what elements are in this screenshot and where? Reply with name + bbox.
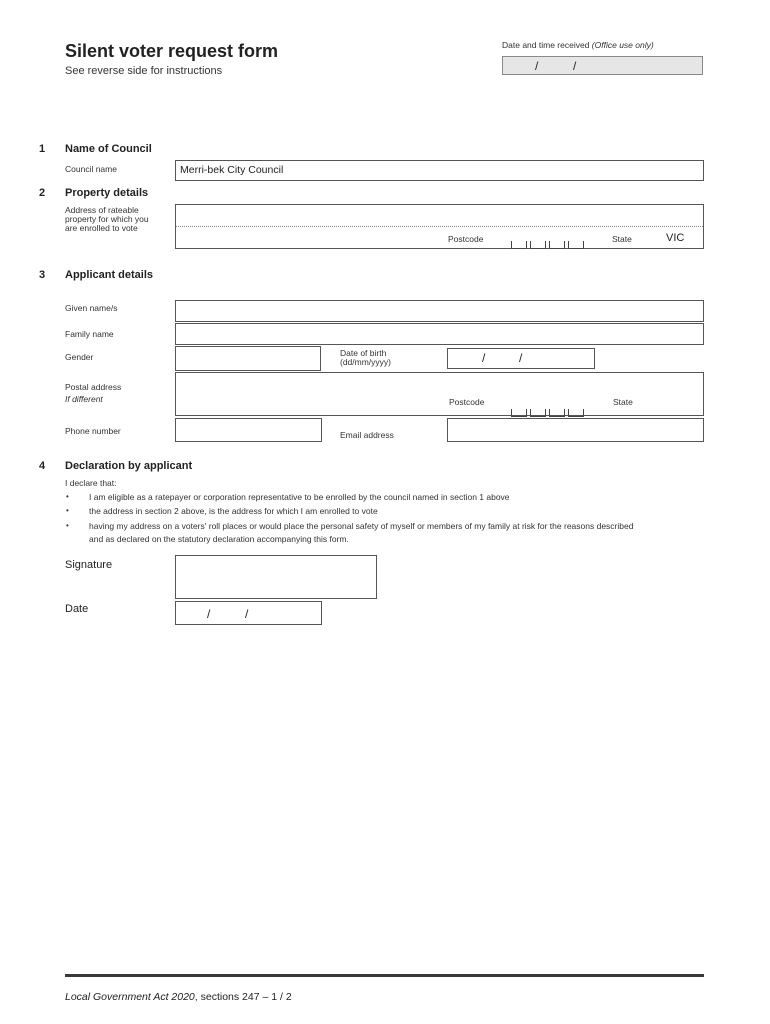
postcode-digit-box[interactable]: [549, 241, 565, 249]
property-postcode-boxes[interactable]: [511, 236, 587, 254]
postal-address-label: Postal address: [65, 382, 122, 392]
family-name-label: Family name: [65, 329, 114, 339]
section-4-title: Declaration by applicant: [65, 460, 193, 472]
date-field[interactable]: [175, 601, 322, 625]
email-field[interactable]: [447, 418, 704, 442]
declaration-intro: I declare that:: [65, 478, 117, 488]
date-slash-1: /: [207, 607, 211, 621]
dob-slash-1: /: [482, 351, 486, 365]
office-date-field[interactable]: [502, 56, 703, 75]
postcode-digit-box[interactable]: [549, 409, 565, 417]
postal-address-field[interactable]: [175, 372, 704, 416]
section-1-title: Name of Council: [65, 143, 152, 155]
office-date-slash-1: /: [535, 59, 539, 73]
office-date-slash-2: /: [573, 59, 577, 73]
email-label: Email address: [340, 430, 394, 440]
dob-label-line-2: (dd/mm/yyyy): [340, 357, 391, 367]
property-state-label: State: [612, 234, 632, 244]
postcode-digit-box[interactable]: [530, 409, 546, 417]
bullet-dot: •: [66, 521, 69, 530]
bullet-dot: •: [66, 506, 69, 515]
postal-address-note: If different: [65, 394, 103, 404]
postal-state-label: State: [613, 397, 633, 407]
declaration-item-2: the address in section 2 above, is the address for which I am enrolled to vote: [89, 506, 378, 516]
footer-text: [65, 991, 292, 1003]
family-name-field[interactable]: [175, 323, 704, 345]
dob-field[interactable]: [447, 348, 595, 369]
office-use-note: (Office use only): [591, 40, 654, 50]
section-4-number: 4: [39, 460, 46, 472]
address-line-divider: [176, 226, 703, 227]
section-3-title: Applicant details: [65, 269, 154, 281]
office-use-label: [502, 40, 654, 50]
postcode-digit-box[interactable]: [568, 409, 584, 417]
phone-label: Phone number: [65, 426, 121, 436]
property-address-field[interactable]: [175, 204, 704, 249]
postcode-digit-box[interactable]: [530, 241, 546, 249]
property-postcode-label: Postcode: [448, 234, 484, 244]
form-title: Silent voter request form: [65, 41, 279, 61]
declaration-item-3-cont: and as declared on the statutory declaration accompanying this form.: [89, 534, 349, 544]
property-address-label: Address of rateable property for which you are enrolled to vote: [65, 205, 149, 233]
dob-slash-2: /: [519, 351, 523, 365]
footer-rule: [65, 974, 704, 977]
bullet-dot: •: [66, 492, 69, 501]
date-slash-2: /: [245, 607, 249, 621]
given-name-label: Given name/s: [65, 303, 118, 313]
date-label: Date: [65, 603, 89, 615]
declaration-item-1: I am eligible as a ratepayer or corporation representative to be enrolled by the council named in section 1 above: [89, 492, 510, 502]
footer-sections: , sections 247 – 1 / 2: [194, 991, 292, 1003]
postcode-digit-box[interactable]: [568, 241, 584, 249]
signature-field[interactable]: [175, 555, 377, 599]
dob-label: [340, 349, 391, 367]
section-2-title: Property details: [65, 187, 149, 199]
section-3-number: 3: [39, 269, 46, 281]
gender-field[interactable]: [175, 346, 321, 371]
postcode-digit-box[interactable]: [511, 409, 527, 417]
declaration-item-3: having my address on a voters' roll places or would place the personal safety of myself or members of my family at risk for the reasons described: [89, 521, 634, 531]
postal-postcode-label: Postcode: [449, 397, 485, 407]
phone-field[interactable]: [175, 418, 322, 442]
footer-act: Local Government Act 2020: [65, 991, 195, 1003]
gender-label: Gender: [65, 352, 94, 362]
property-state-value: VIC: [666, 232, 685, 244]
council-name-field[interactable]: [175, 160, 704, 181]
dob-label-line-1: Date of birth: [340, 348, 387, 358]
council-name-value: Merri-bek City Council: [180, 164, 284, 176]
given-name-field[interactable]: [175, 300, 704, 322]
office-use-label-text: Date and time received: [502, 40, 590, 50]
form-subtitle: See reverse side for instructions: [65, 65, 223, 77]
council-name-label: Council name: [65, 164, 117, 174]
postcode-digit-box[interactable]: [511, 241, 527, 249]
section-1-number: 1: [39, 143, 46, 155]
signature-label: Signature: [65, 559, 113, 571]
section-2-number: 2: [39, 187, 46, 199]
